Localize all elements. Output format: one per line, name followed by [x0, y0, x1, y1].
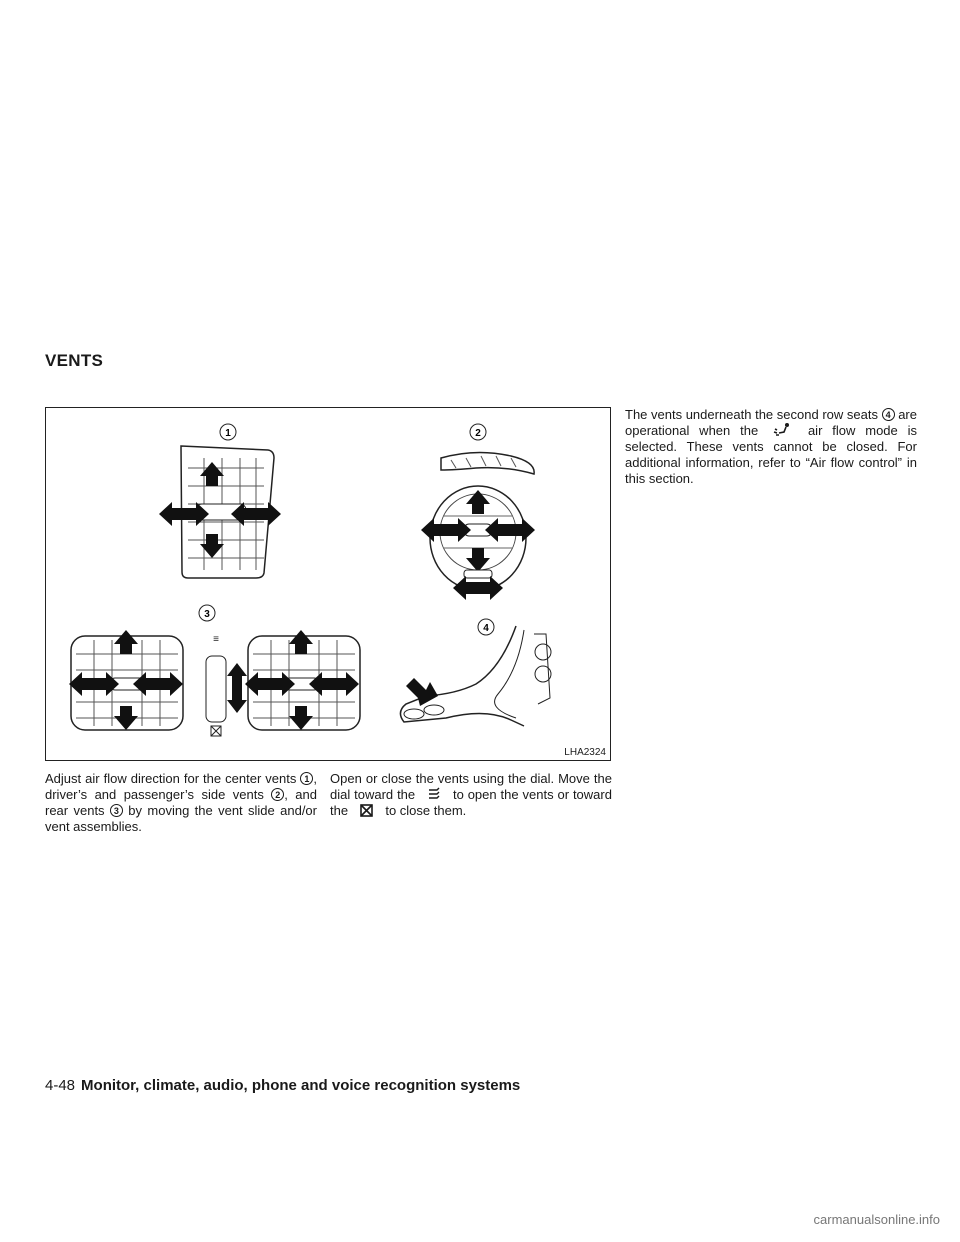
text-span: Adjust air flow direction for the center vents — [45, 771, 297, 786]
side-vent — [421, 452, 535, 600]
vents-illustration — [45, 407, 611, 761]
center-vent — [159, 446, 281, 578]
rear-vents — [69, 630, 360, 736]
callout-1-label: 1 — [225, 428, 231, 439]
under-seat-vent — [400, 626, 551, 726]
callout-ref-2: 2 — [271, 788, 284, 801]
chapter-title: Monitor, climate, audio, phone and voice recognition systems — [81, 1077, 521, 1094]
watermark[interactable]: carmanualsonline.info — [813, 1212, 940, 1227]
text-span: , driver’s and passenger’s side vents — [45, 771, 317, 802]
paragraph-adjust-airflow — [45, 771, 317, 835]
svg-text:≡: ≡ — [213, 634, 219, 645]
text-span: Open or close the vents using the dial. Move the dial toward the — [330, 771, 612, 802]
text-span: to open the vents or toward the — [330, 787, 612, 818]
text-span: by moving the vent slide and/or vent assemblies. — [45, 803, 317, 834]
page-number: 4-48 — [45, 1077, 76, 1094]
callout-2-label: 2 — [475, 428, 481, 439]
callout-4-label: 4 — [483, 623, 489, 634]
callout-ref-1: 1 — [300, 772, 313, 785]
section-title: VENTS — [45, 351, 104, 370]
text-span: are operational when the — [625, 407, 917, 438]
text-span: air flow mode is selected. These vents cannot be closed. For additional information, refer to “Air flow control” in this section. — [625, 423, 918, 486]
text-span: to close them. — [385, 803, 467, 818]
callout-ref-3: 3 — [110, 804, 123, 817]
callout-3-label: 3 — [204, 609, 210, 620]
paragraph-open-close — [330, 771, 612, 819]
paragraph-second-row-vents — [625, 407, 917, 487]
vent-close-icon — [352, 803, 382, 819]
foot-airflow-icon — [768, 423, 798, 439]
page-footer — [45, 1077, 520, 1094]
text-span: The vents underneath the second row seats — [625, 407, 878, 422]
text-span: , and rear vents — [45, 787, 317, 818]
callout-ref-4: 4 — [882, 408, 895, 421]
vents-diagram — [46, 408, 610, 760]
vent-open-icon — [419, 787, 449, 803]
figure-code: LHA2324 — [564, 747, 606, 758]
